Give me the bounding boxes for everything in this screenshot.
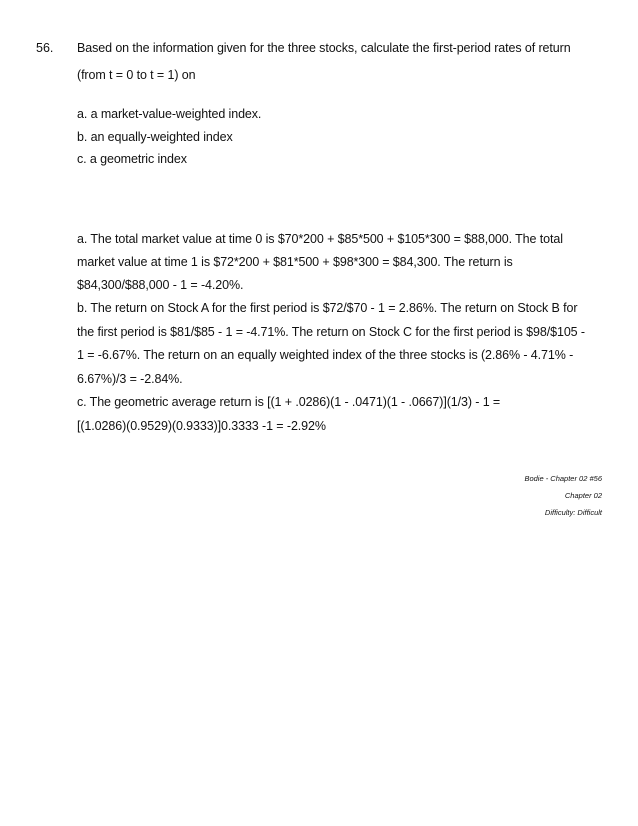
answer-line-9: [(1.0286)(0.9529)(0.9333)]0.3333 -1 = -2.92% <box>77 419 326 433</box>
answer-line-8: c. The geometric average return is [(1 + .0286)(1 - .0471)(1 - .0667)](1/3) - 1 = <box>77 395 501 409</box>
difficulty-label: Difficulty: Difficult <box>544 508 602 517</box>
answer-line-5: the first period is $81/$85 - 1 = -4.71%. The return on Stock C for the first period is $98/$105 - <box>77 325 585 339</box>
answer-line-1: a. The total market value at time 0 is $70*200 + $85*500 + $105*300 = $88,000. The total <box>77 232 563 246</box>
question-number: 56. <box>36 41 54 55</box>
answer-line-2: market value at time 1 is $72*200 + $81*500 + $98*300 = $84,300. The return is <box>77 255 513 269</box>
option-a: a. a market-value-weighted index. <box>77 107 262 121</box>
source-reference: Bodie - Chapter 02 #56 <box>524 474 602 483</box>
question-prompt-line-2: (from t = 0 to t = 1) on <box>77 68 196 82</box>
question-prompt-line-1: Based on the information given for the three stocks, calculate the first-period rates of return <box>77 41 571 55</box>
answer-line-4: b. The return on Stock A for the first period is $72/$70 - 1 = 2.86%. The return on Stock B for <box>77 301 578 315</box>
option-b: b. an equally-weighted index <box>77 130 233 144</box>
chapter-label: Chapter 02 <box>564 491 602 500</box>
answer-line-3: $84,300/$88,000 - 1 = -4.20%. <box>77 278 244 292</box>
answer-line-7: 6.67%)/3 = -2.84%. <box>77 372 183 386</box>
option-c: c. a geometric index <box>77 152 187 166</box>
answer-line-6: 1 = -6.67%. The return on an equally weighted index of the three stocks is (2.86% - 4.71% - <box>77 348 574 362</box>
